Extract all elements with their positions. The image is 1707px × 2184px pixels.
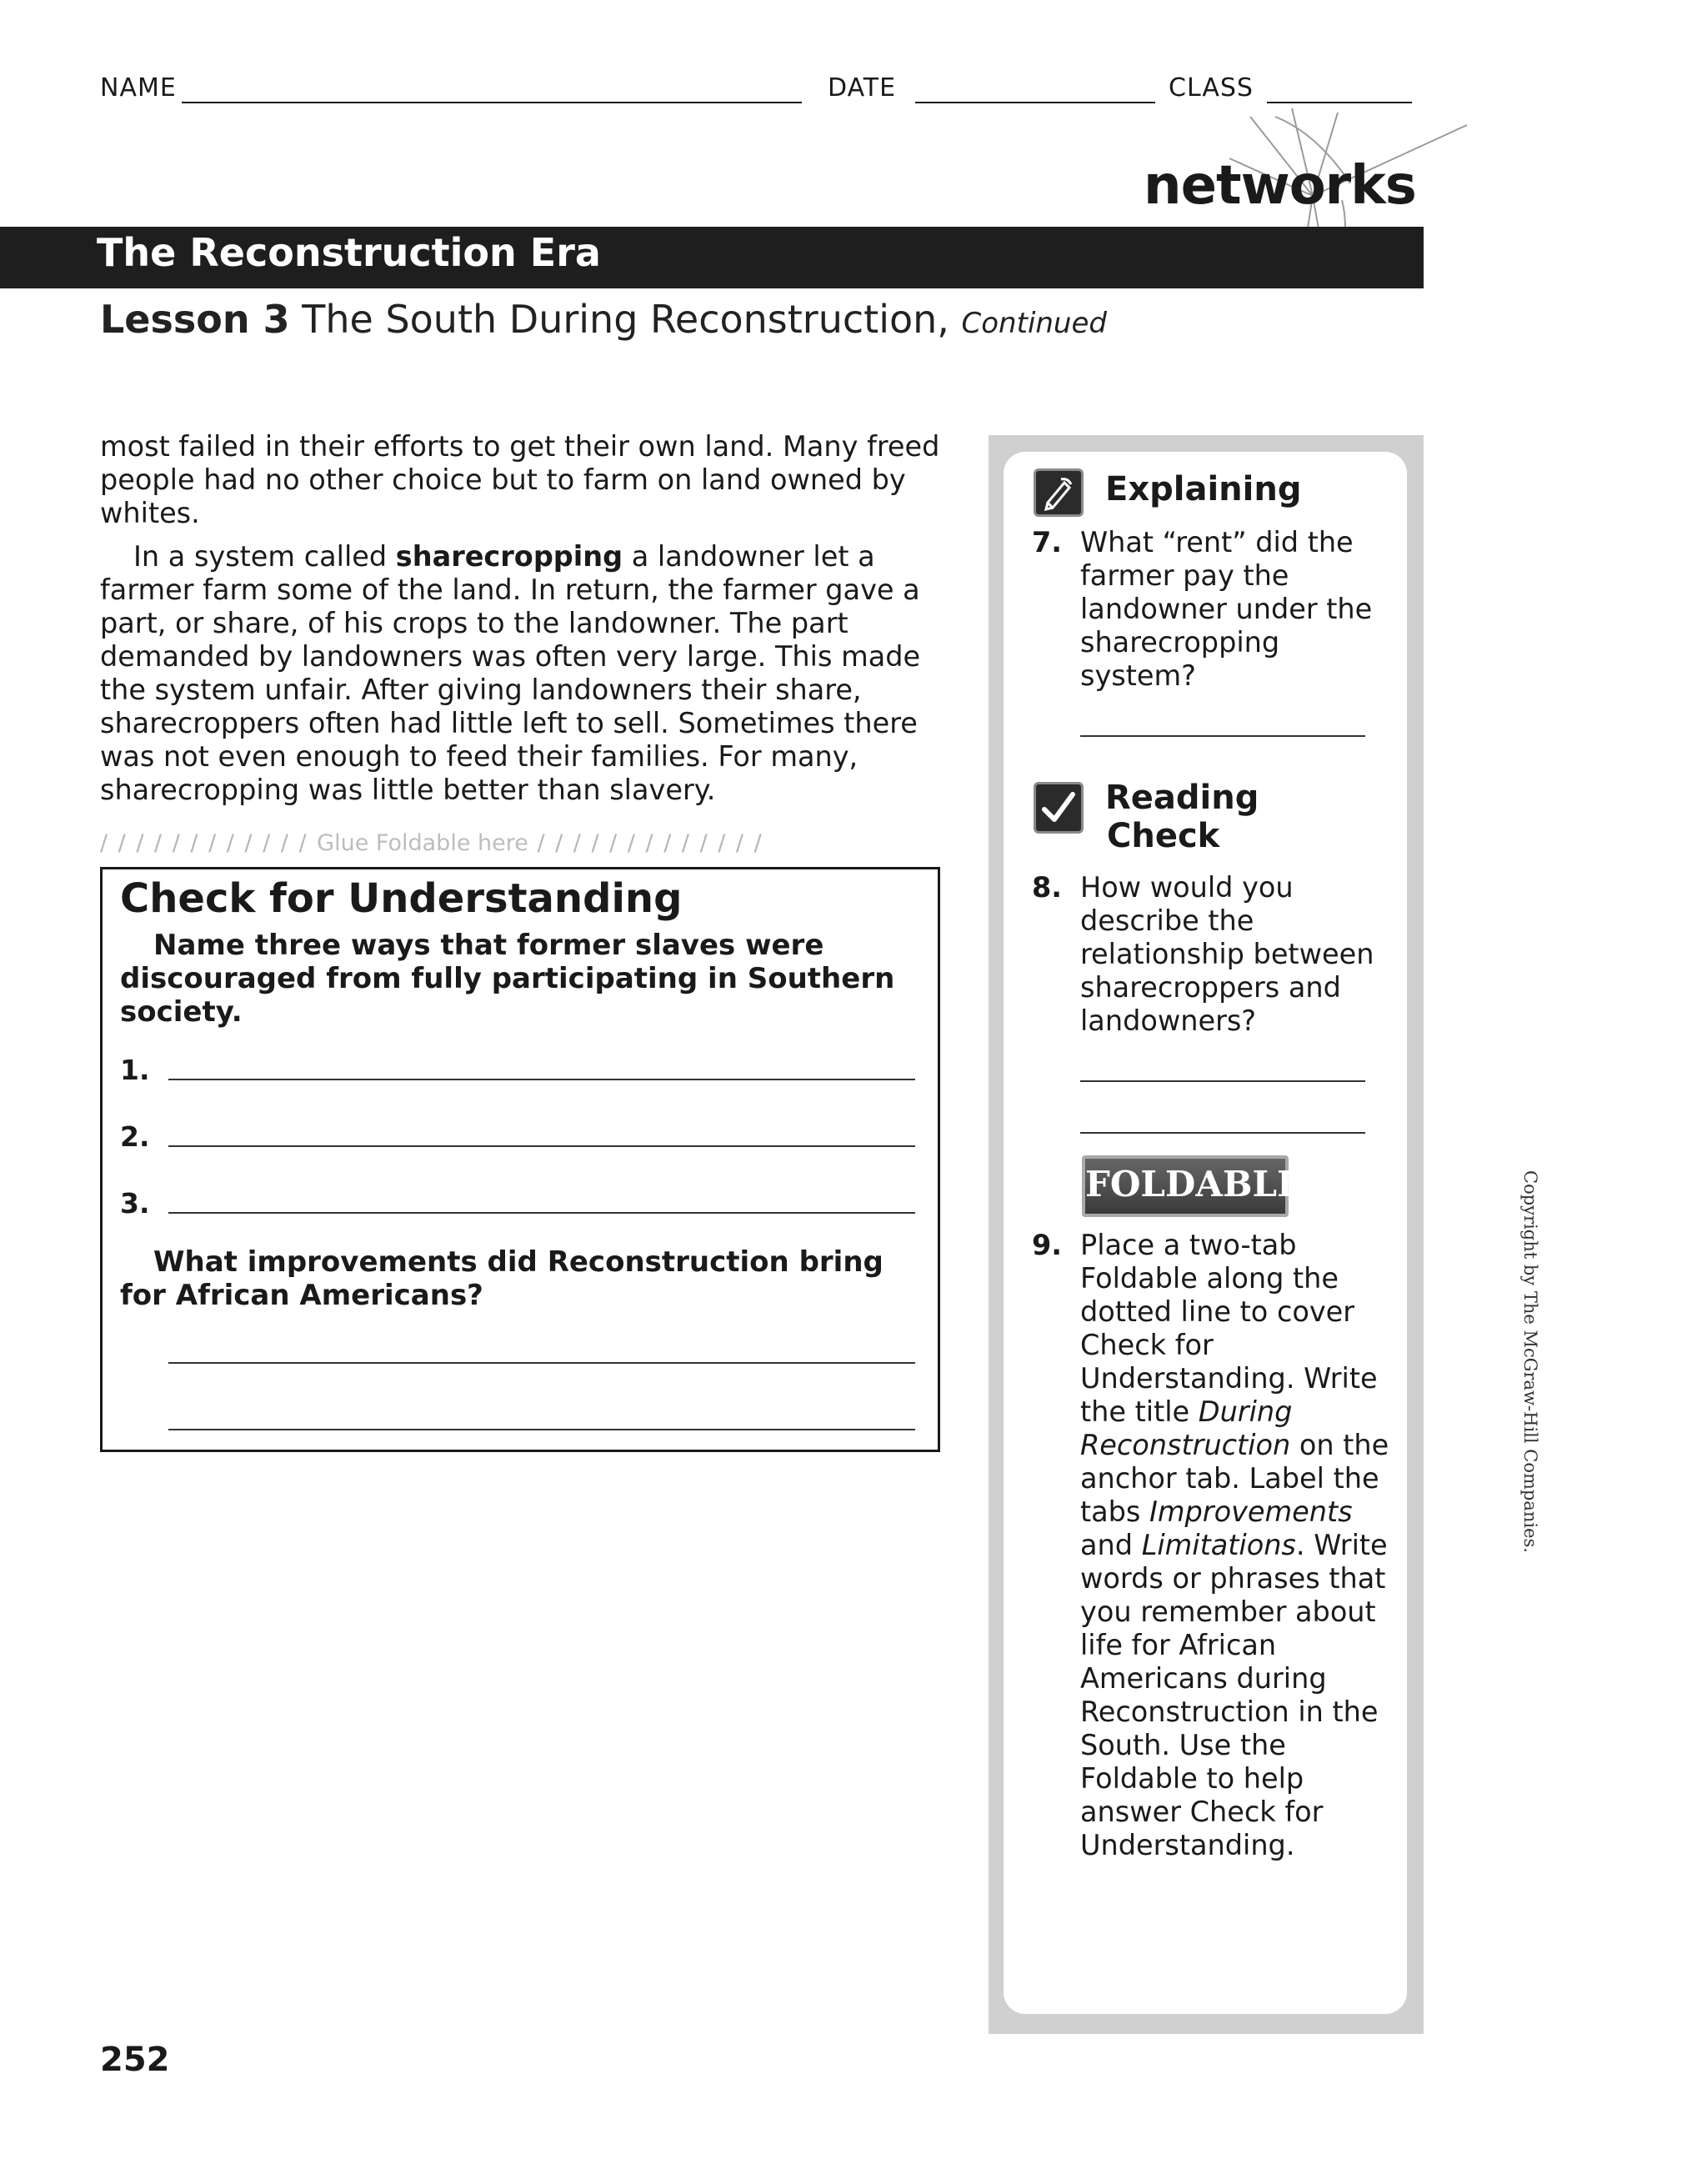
body-paragraph-1: most failed in their efforts to get their own land. Many freed people had no other choice but to farm on land owned by whites. [100, 430, 940, 529]
cfu-question-1: Name three ways that former slaves were discouraged from fully participating in Southern society. [120, 929, 895, 1029]
question-number-9: 9. [1032, 1229, 1063, 1261]
networks-logo: networks [1144, 155, 1416, 217]
page-title: The Reconstruction Era [97, 230, 601, 275]
answer-line-3[interactable] [168, 1212, 915, 1214]
class-label: CLASS [1169, 73, 1254, 103]
question-number-8: 8. [1032, 871, 1063, 904]
reading-check-answer-line-2[interactable] [1080, 1132, 1365, 1134]
date-field[interactable] [915, 102, 1155, 103]
paragraph-text: a landowner let a farmer farm some of the land. In return, the farmer gave a part, or share, of his crops to the landowner. The part demanded by landowners was often very large. This made the system unfair. After giving landowners their share, sharecroppers often had little left to sell. Sometimes there was not even enough to feed their families. For many, sharecropping was little better than slavery. [100, 540, 921, 806]
reading-check-question: How would you describe the relationship between sharecroppers and landowners? [1080, 871, 1374, 1037]
instruction-text: on the anchor tab. Label the tabs [1080, 1429, 1389, 1528]
reading-check-line-1: Reading [1105, 779, 1259, 817]
answer-line-2[interactable] [168, 1145, 915, 1147]
paragraph-text: In a system called [133, 540, 396, 573]
instruction-text: and [1080, 1529, 1142, 1561]
dashed-marks-right: / / / / / / / / / / / / / [537, 830, 763, 856]
name-field[interactable] [182, 102, 802, 103]
check-for-understanding-title: Check for Understanding [120, 875, 683, 922]
improvements-tab: Improvements [1149, 1495, 1353, 1528]
explaining-heading: Explaining [1105, 470, 1302, 508]
lesson-heading [100, 297, 1107, 342]
answer-line-4[interactable] [168, 1362, 915, 1364]
checkmark-icon [1034, 782, 1084, 834]
glue-foldable-line [100, 830, 763, 856]
foldables-logo: FOLDABLES [1082, 1155, 1289, 1217]
page-number: 252 [100, 2041, 170, 2079]
body-paragraph-2 [100, 540, 959, 807]
answer-line-1[interactable] [168, 1079, 915, 1080]
explaining-pencil-icon [1034, 468, 1084, 517]
reading-check-line-2: Check [1107, 817, 1220, 855]
glue-foldable-label: Glue Foldable here [317, 830, 528, 856]
explaining-question: What “rent” did the farmer pay the landowner under the sharecropping system? [1080, 526, 1373, 692]
answer-number-2: 2. [120, 1120, 150, 1153]
question-number-7: 7. [1032, 526, 1063, 559]
answer-number-1: 1. [120, 1054, 150, 1086]
continued-label: Continued [961, 307, 1107, 340]
explaining-answer-line[interactable] [1080, 735, 1365, 737]
sharecropping-term: sharecropping [395, 540, 623, 573]
copyright-notice: Copyright by The McGraw-Hill Companies. [1520, 1170, 1540, 1553]
body-text [100, 430, 959, 817]
cfu-question-2: What improvements did Reconstruction bring for African Americans? [120, 1245, 884, 1312]
dashed-marks-left: / / / / / / / / / / / / [100, 830, 308, 856]
instruction-text: Place a two-tab Foldable along the dotted line to cover Check for Understanding. Write the title [1080, 1229, 1378, 1428]
foldables-instructions [1080, 1229, 1397, 1862]
answer-line-5[interactable] [168, 1429, 915, 1430]
reading-check-answer-line-1[interactable] [1080, 1080, 1365, 1082]
lesson-number: Lesson 3 [100, 297, 290, 342]
name-label: NAME [100, 73, 177, 103]
date-label: DATE [828, 73, 897, 103]
lesson-title: The South During Reconstruction, [302, 297, 949, 342]
during-reconstruction-title: During Reconstruction [1080, 1395, 1293, 1461]
instruction-text: . Write words or phrases that you remember about life for African Americans during Reconstruction in the South. Use the Foldable to help answer Check for Understanding. [1080, 1529, 1388, 1861]
reading-check-heading [1105, 779, 1259, 855]
limitations-tab: Limitations [1141, 1529, 1296, 1561]
answer-number-3: 3. [120, 1187, 150, 1220]
